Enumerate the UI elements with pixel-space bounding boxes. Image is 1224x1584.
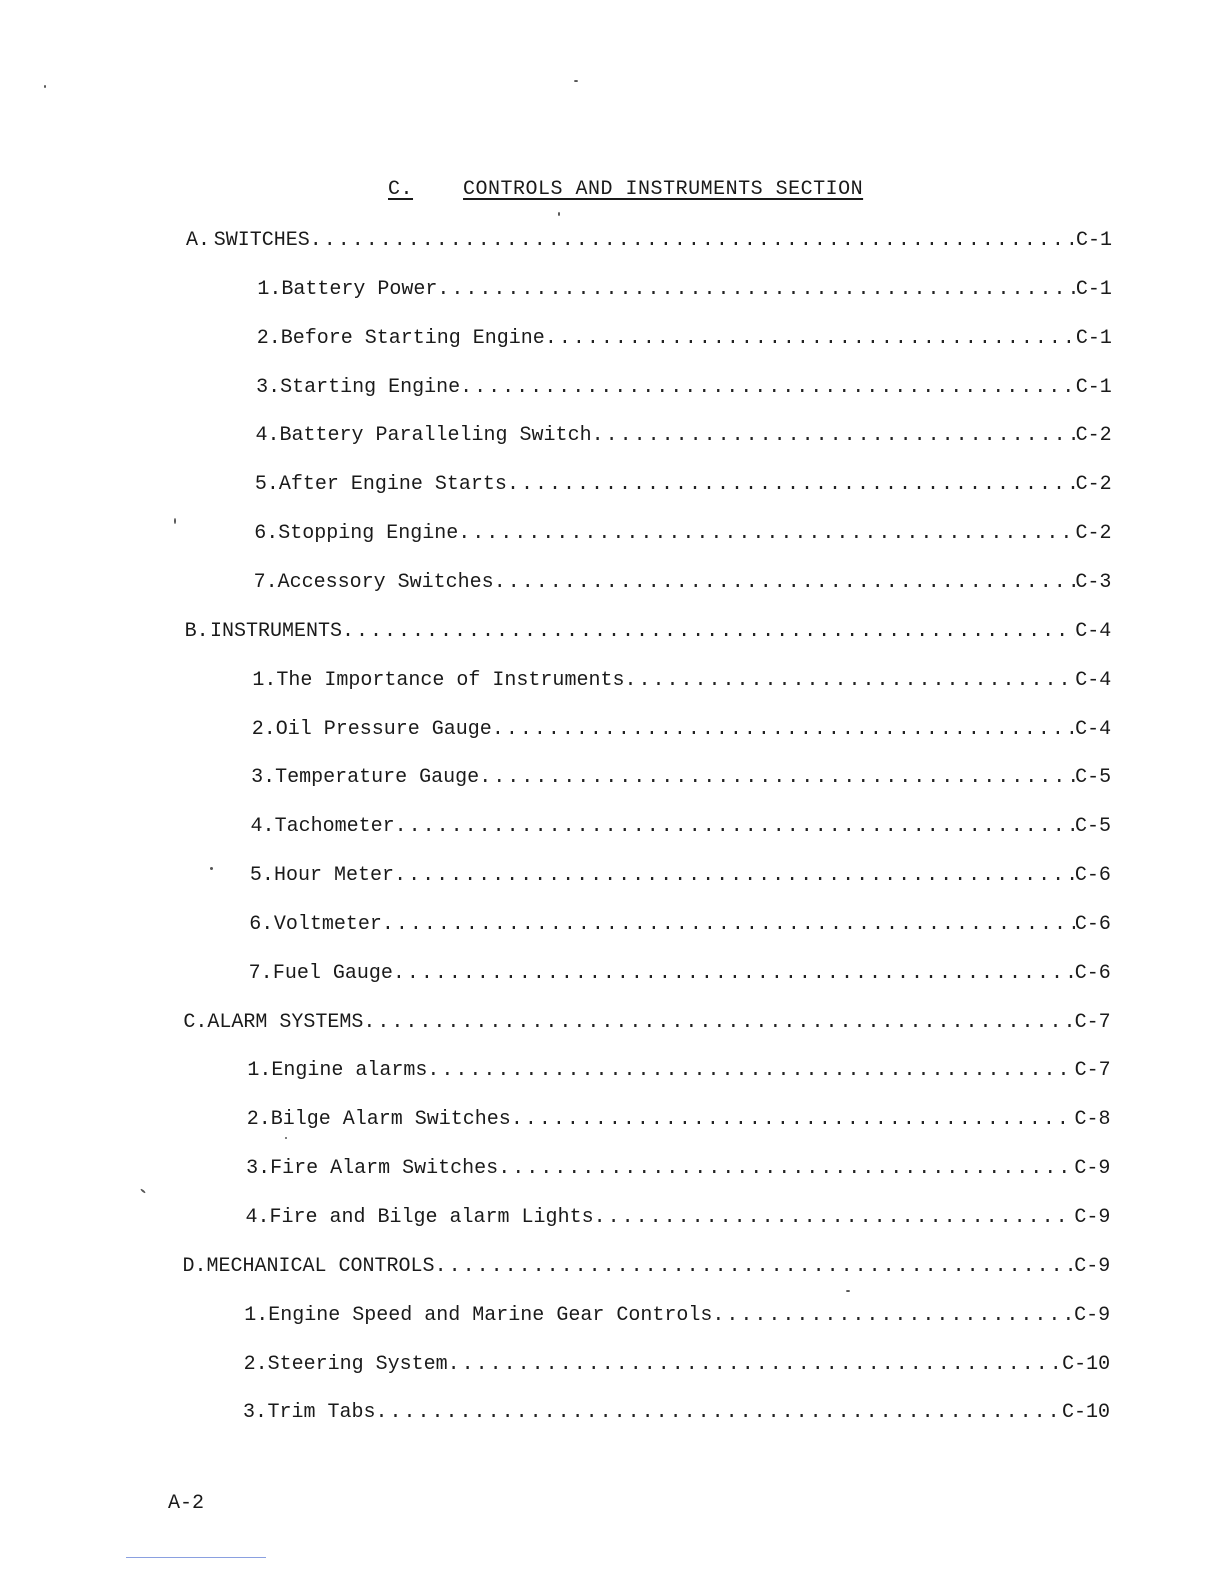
toc-number: 5. (254, 473, 279, 497)
toc-page-ref: C-10 (1061, 1401, 1110, 1425)
scan-speck (574, 80, 578, 82)
toc-label: Bilge Alarm Switches (270, 1108, 511, 1132)
toc-dot-leader (460, 375, 1076, 401)
toc-page-ref: C-6 (1074, 961, 1111, 985)
toc-label: After Engine Starts (278, 473, 507, 497)
toc-number: 7. (248, 961, 273, 985)
toc-item-row (255, 472, 1112, 498)
toc-page-ref: C-6 (1074, 864, 1111, 888)
toc-dot-leader (310, 228, 1076, 254)
scan-speck (846, 1290, 850, 1292)
toc-page-ref: C-9 (1074, 1303, 1111, 1327)
page-number: A-2 (168, 1492, 205, 1515)
toc-number: 1. (252, 668, 277, 692)
toc-dot-leader (394, 863, 1075, 889)
bottom-rule (126, 1557, 266, 1558)
toc-number: D. (182, 1254, 207, 1278)
toc-page-ref: C-2 (1075, 424, 1112, 448)
toc-label: Engine alarms (271, 1059, 428, 1083)
toc-label: Battery Paralleling Switch (279, 424, 592, 448)
toc-label: Fuel Gauge (272, 961, 393, 985)
toc-number: 3. (251, 766, 276, 790)
toc-dot-leader (395, 814, 1075, 840)
toc-dot-leader (435, 1254, 1075, 1280)
toc-item-row (251, 765, 1111, 791)
toc-page-ref: C-2 (1075, 473, 1112, 497)
toc-item-row (254, 570, 1112, 596)
toc-number: 2. (251, 717, 276, 741)
toc-page-ref: C-1 (1075, 326, 1112, 350)
toc-dot-leader (479, 765, 1075, 791)
toc-section-row (185, 619, 1112, 645)
toc-item-row (244, 1303, 1110, 1329)
toc-item-row (247, 1058, 1110, 1084)
toc-item-row (251, 814, 1112, 840)
toc-number: 3. (243, 1401, 268, 1425)
toc-number: 1. (257, 277, 282, 301)
toc-page-ref: C-10 (1062, 1352, 1111, 1376)
toc-number: 1. (244, 1303, 269, 1327)
toc-page-ref: C-7 (1074, 1010, 1111, 1034)
toc-label: Voltmeter (273, 912, 382, 936)
toc-page-ref: C-8 (1074, 1108, 1111, 1132)
toc-item-row (256, 375, 1112, 401)
toc-number: 1. (247, 1059, 272, 1083)
toc-dot-leader (498, 1156, 1074, 1182)
toc-item-row (249, 961, 1111, 987)
toc-label: Battery Power (281, 277, 438, 301)
toc-dot-leader (382, 912, 1075, 938)
toc-label: Fire Alarm Switches (270, 1157, 499, 1181)
toc-dot-leader (448, 1352, 1062, 1378)
toc-dot-leader (437, 277, 1075, 303)
toc-number: 5. (249, 864, 274, 888)
toc-label: Temperature Gauge (275, 766, 480, 790)
toc-label: Stopping Engine (278, 522, 459, 546)
toc-label: Fire and Bilge alarm Lights (269, 1206, 594, 1229)
toc-page-ref: C-9 (1074, 1254, 1111, 1278)
toc-page-ref: C-2 (1075, 522, 1112, 546)
toc-label: MECHANICAL CONTROLS (206, 1254, 435, 1278)
toc-dot-leader (376, 1400, 1062, 1426)
scan-speck (44, 85, 46, 88)
toc-dot-leader (511, 1107, 1075, 1133)
toc-number: 7. (253, 570, 278, 594)
toc-label: Engine Speed and Marine Gear Controls (268, 1303, 713, 1327)
toc-page-ref: C-7 (1074, 1059, 1111, 1083)
toc-page-ref: C-3 (1075, 570, 1112, 594)
toc-item-row (252, 717, 1111, 743)
toc-dot-leader (545, 326, 1076, 352)
toc-item-row (256, 423, 1112, 449)
toc-label: Oil Pressure Gauge (275, 717, 492, 741)
toc-dot-leader (427, 1058, 1074, 1084)
toc-section-row (183, 1010, 1110, 1036)
toc-number: 4. (245, 1206, 270, 1229)
scan-speck (174, 518, 176, 524)
toc-page-ref: C-5 (1074, 815, 1111, 839)
toc-label: Accessory Switches (277, 570, 494, 594)
toc-item-row (246, 1205, 1111, 1231)
toc-number: 2. (256, 326, 281, 350)
toc-dot-leader (393, 961, 1075, 987)
toc-label: Trim Tabs (267, 1401, 376, 1425)
toc-page-ref: C-4 (1075, 717, 1112, 741)
section-title-prefix: C. (388, 178, 414, 201)
toc-page-ref: C-4 (1075, 619, 1112, 643)
toc-dot-leader (624, 668, 1075, 694)
toc-page-ref: C-5 (1075, 766, 1112, 790)
toc-label: The Importance of Instruments (276, 668, 625, 692)
toc-item-row (257, 277, 1112, 303)
toc-number: 2. (246, 1108, 271, 1132)
toc-number: 3. (246, 1157, 271, 1181)
toc-label: Before Starting Engine (280, 326, 545, 350)
toc-dot-leader (342, 619, 1075, 645)
toc-label: Hour Meter (274, 864, 395, 888)
toc-dot-leader (712, 1303, 1074, 1329)
toc-page-ref: C-6 (1074, 912, 1111, 936)
toc-number: 2. (243, 1352, 268, 1376)
toc-label: Starting Engine (280, 375, 461, 399)
toc-page-ref: C-1 (1075, 277, 1112, 301)
toc-item-row (250, 863, 1111, 889)
toc-number: 3. (256, 375, 281, 399)
toc-number: 4. (250, 815, 275, 839)
toc-page-ref: C-1 (1075, 229, 1112, 252)
toc-label: SWITCHES (213, 229, 310, 252)
scan-speck (558, 212, 560, 216)
toc-number: B. (184, 619, 209, 643)
toc-page-ref: C-1 (1075, 375, 1112, 399)
toc-label: ALARM SYSTEMS (207, 1010, 364, 1034)
toc-number: C. (183, 1010, 208, 1034)
toc-dot-leader (492, 717, 1075, 743)
toc-number: 4. (255, 424, 280, 448)
toc-section-row (183, 1254, 1111, 1280)
toc-page-ref: C-4 (1075, 668, 1112, 692)
toc-item-row (249, 912, 1111, 938)
toc-item-row (247, 1107, 1111, 1133)
toc-dot-leader (494, 570, 1076, 596)
toc-page-ref: C-9 (1074, 1206, 1111, 1229)
toc-dot-leader (363, 1010, 1074, 1036)
toc-number: 6. (249, 912, 274, 936)
toc-label: Steering System (267, 1352, 448, 1376)
toc-section-row (186, 228, 1112, 254)
toc-item-row (257, 326, 1112, 352)
toc-item-row (246, 1156, 1110, 1182)
section-title-text: CONTROLS AND INSTRUMENTS SECTION (463, 178, 864, 201)
toc-dot-leader (507, 472, 1076, 498)
toc-item-row (254, 521, 1111, 547)
scan-speck (285, 1137, 287, 1139)
toc-label: INSTRUMENTS (209, 619, 343, 643)
toc-number: A. (186, 229, 211, 252)
toc-label: Tachometer (274, 815, 395, 839)
toc-item-row (243, 1400, 1110, 1426)
scan-speck (210, 867, 213, 870)
toc-item-row (252, 668, 1111, 694)
toc-item-row (244, 1352, 1110, 1378)
toc-number: 6. (254, 522, 279, 546)
toc-dot-leader (458, 521, 1075, 547)
toc-page-ref: C-9 (1074, 1157, 1111, 1181)
toc-dot-leader (594, 1205, 1075, 1231)
toc-dot-leader (592, 423, 1076, 449)
